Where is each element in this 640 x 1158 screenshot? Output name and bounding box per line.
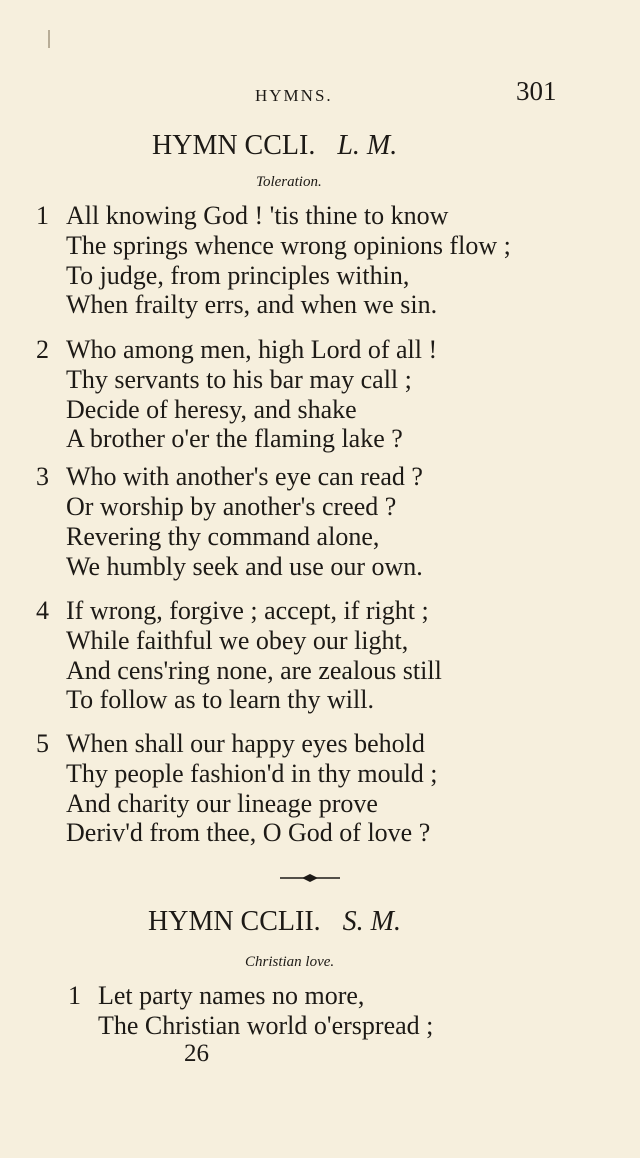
ornament-divider-icon [278,871,342,885]
verse-line: When frailty errs, and when we sin. [66,290,438,319]
hymn-number: HYMN CCLI. [152,130,316,161]
hymn-meter: L. M. [337,130,398,161]
hymn-subtitle: Toleration. [256,174,322,190]
verse-line: Decide of heresy, and shake [66,395,357,424]
stanza-number: 4 [36,596,49,625]
verse-line: Who with another's eye can read ? [66,462,423,491]
verse-line: And cens'ring none, are zealous still [66,656,442,685]
verse-line: Thy servants to his bar may call ; [66,365,412,394]
page-number: 301 [516,76,557,106]
verse-line: Thy people fashion'd in thy mould ; [66,759,438,788]
verse-line: Or worship by another's creed ? [66,492,397,521]
stanza-number: 2 [36,335,49,364]
verse-line: Who among men, high Lord of all ! [66,335,438,364]
verse-line: We humbly seek and use our own. [66,552,423,581]
verse-line: The Christian world o'erspread ; [98,1011,434,1040]
hymn-subtitle: Christian love. [245,954,335,970]
verse-line: If wrong, forgive ; accept, if right ; [66,596,429,625]
verse-line: All knowing God ! 'tis thine to know [66,201,449,230]
verse-line: To judge, from principles within, [66,261,410,290]
verse-line: To follow as to learn thy will. [66,685,374,714]
verse-line: A brother o'er the flaming lake ? [66,424,403,453]
stanza-number: 1 [68,981,81,1010]
margin-mark [48,30,50,48]
verse-line: And charity our lineage prove [66,789,378,818]
hymn-title [152,130,397,162]
hymn-title [148,906,401,938]
verse-line: Deriv'd from thee, O God of love ? [66,818,431,847]
hymn-number: HYMN CCLII. [148,906,321,937]
hymn-meter: S. M. [342,906,401,937]
signature-mark: 26 [184,1040,209,1067]
verse-line: Let party names no more, [98,981,365,1010]
verse-line: Revering thy command alone, [66,522,380,551]
stanza-number: 1 [36,201,49,230]
running-head: HYMNS. [255,86,333,105]
verse-line: The springs whence wrong opinions flow ; [66,231,511,260]
verse-line: When shall our happy eyes behold [66,729,425,758]
stanza-number: 3 [36,462,49,491]
stanza-number: 5 [36,729,49,758]
verse-line: While faithful we obey our light, [66,626,409,655]
